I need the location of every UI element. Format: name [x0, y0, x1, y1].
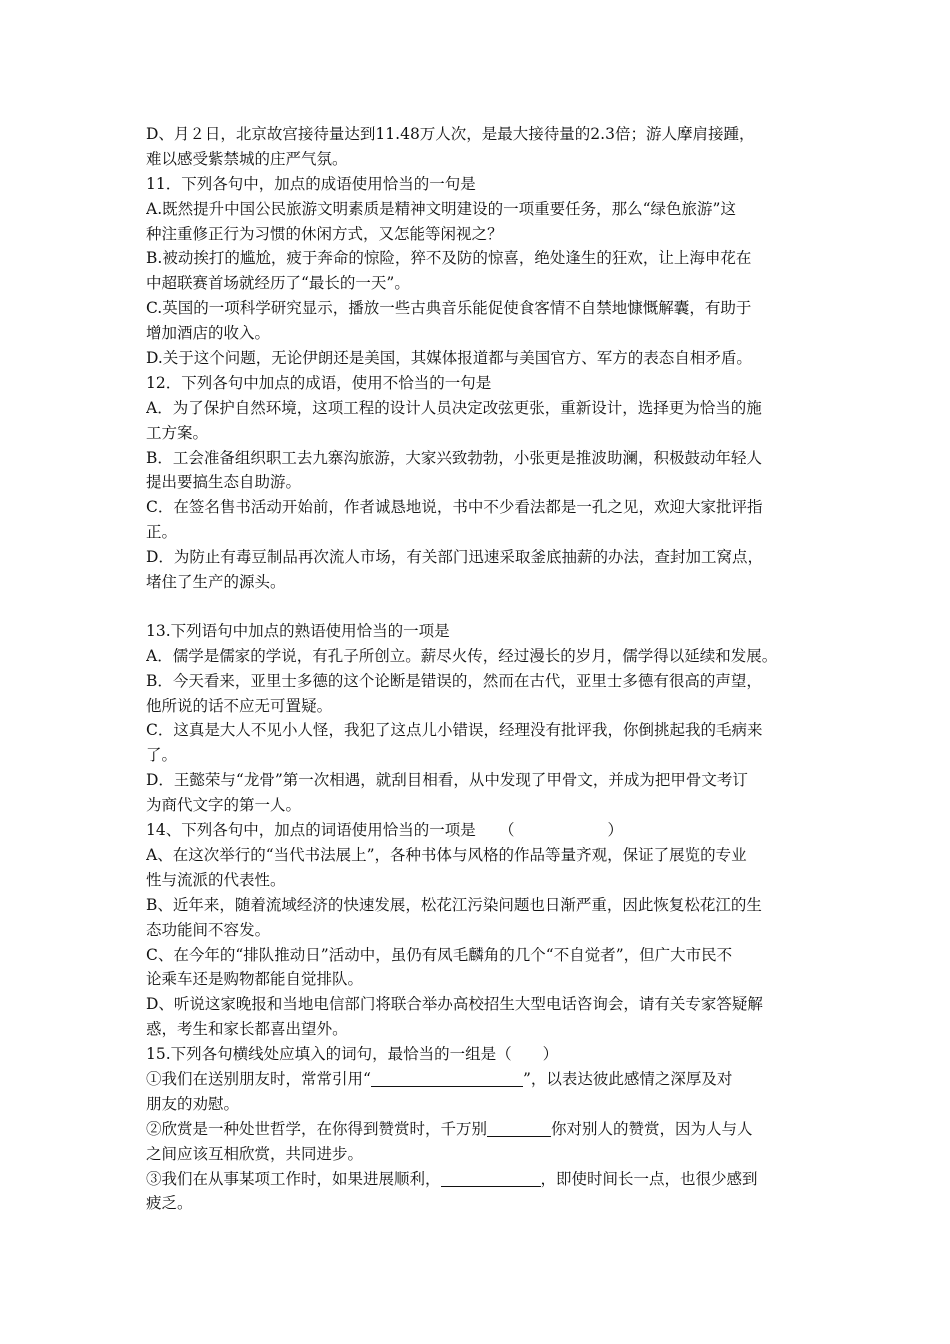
dotted-char: 肩 [692, 122, 708, 147]
dotted-char: 看 [438, 768, 454, 793]
dotted-char: 闲 [441, 222, 457, 247]
dotted-char: 囊 [674, 296, 690, 321]
q15-stem: 15.下列各句横线处应填入的词句，最恰当的一组是（ ） [146, 1045, 559, 1064]
dotted-char: 矛 [705, 346, 721, 371]
dotted-char: 见 [623, 495, 639, 520]
q13-option-b-line2: 他所说的话不应无可置疑。 [146, 694, 822, 719]
dotted-char: 接 [708, 122, 724, 147]
dotted-idiom [677, 125, 739, 143]
dotted-char: 疑 [301, 694, 317, 719]
dotted-char: 相 [422, 768, 438, 793]
dotted-char: 大 [220, 718, 236, 743]
dotted-char: 传 [467, 644, 483, 669]
dotted-char: 望 [301, 1017, 317, 1042]
dotted-char: 慨 [643, 296, 659, 321]
dotted-idiom [220, 721, 329, 739]
dotted-char: 更 [514, 396, 530, 421]
dotted-char: 摩 [677, 122, 693, 147]
q14-option-c-line2: 论乘车还是购物都能自觉排队。 [146, 970, 364, 989]
dotted-idiom [437, 946, 499, 964]
q12-option-c-line1: C．在签名售书活动开始前，作者诚恳地说，书中不少看法都是一孔之见，欢迎大家批评指 [146, 495, 822, 520]
q13-option-d-line1: D．王懿荣与“龙骨”第一次相遇，就刮目相看，从中发现了甲骨文，并成为把甲骨文考订 [146, 768, 822, 793]
q13-option-c-line2: 了。 [146, 746, 178, 765]
dotted-char: 澜 [622, 446, 638, 471]
q11-option-c-line1: C.英国的一项科学研究显示，播放一些古典音乐能促使食客情不自禁地慷慨解囊，有助于 [146, 296, 822, 321]
q12-option-a-line2: 工方案。 [146, 423, 209, 442]
dotted-idiom [270, 1020, 332, 1038]
section-gap [146, 595, 822, 619]
dotted-char: 不 [251, 718, 267, 743]
dotted-idiom [391, 771, 453, 789]
dotted-char: 盾 [721, 346, 737, 371]
dotted-char: 发 [239, 918, 255, 943]
q15-sentence-3-line1: ③我们在从事某项工作时，如果进展顺利， ，即使时间长一点，也很少感到 [146, 1169, 758, 1188]
dotted-char: 可 [270, 694, 286, 719]
dotted-char: 张 [529, 396, 545, 421]
dotted-char: 麟 [468, 943, 484, 968]
dotted-char: 孔 [592, 495, 608, 520]
dotted-char: 人 [297, 718, 313, 743]
q11-stem: 11．下列各句中，加点的成语使用恰当的一句是 [146, 174, 476, 193]
dotted-char: 踵 [724, 122, 740, 147]
dotted-char: 外 [317, 1017, 333, 1042]
q11-option-b-line1: B.被动挨打的尴尬，疲于奔命的惊险，猝不及防的惊喜，绝处逢生的狂欢，让上海申花在 [146, 246, 822, 271]
dotted-char: 角 [484, 943, 500, 968]
q15-sentence-2-line2: 之间应该互相欣赏，共同进步。 [146, 1144, 364, 1163]
dotted-char: 抽 [561, 545, 577, 570]
q13-option-a-line1: A．儒学是儒家的学说，有孔子所创立。薪尽火传，经过漫长的岁月，儒学得以延续和发展。 [146, 644, 822, 669]
dotted-char: 底 [546, 545, 562, 570]
dotted-idiom [674, 349, 736, 367]
q12-option-c-line2: 正。 [146, 523, 178, 542]
dotted-idiom [530, 548, 592, 566]
dotted-char: 尽 [436, 644, 452, 669]
dotted-char: 相 [690, 346, 706, 371]
dotted-char: 猝 [410, 246, 426, 271]
q12-option-b-line2: 提出要搞生态自助游。 [146, 473, 302, 492]
dotted-idiom [483, 399, 545, 417]
q14-option-d-line2: 惑，考生和家长都喜出望外。 [146, 1017, 822, 1042]
dotted-char: 观 [592, 843, 608, 868]
q13-option-b-line1: B．今天看来，亚里士多德的这个论断是错误的，然而在古代，亚里士多德有很高的声望， [146, 671, 762, 690]
dotted-char: 及 [441, 246, 457, 271]
dotted-char: 薪 [421, 644, 437, 669]
q14-option-a-line1: A、在这次举行的“当代书法展上”，各种书体与风格的作品等量齐观，保证了展览的专业 [146, 843, 822, 868]
q11-option-c-line2: 增加酒店的收入。 [146, 324, 271, 343]
dotted-char: 推 [576, 446, 592, 471]
dotted-char: 不 [426, 246, 442, 271]
q14-option-a-line2: 性与流派的代表性。 [146, 870, 286, 889]
dotted-char: 刮 [391, 768, 407, 793]
q12-option-b-line1: B．工会准备组织职工去九寨沟旅游，大家兴致勃勃，小张更是推波助澜，积极鼓动年轻人 [146, 446, 822, 471]
dotted-idiom [576, 449, 638, 467]
dotted-idiom [425, 225, 487, 243]
dotted-char: 容 [224, 918, 240, 943]
dotted-char: 无 [255, 694, 271, 719]
q11-option-d-line1: D.关于这个问题，无论伊朗还是美国，其媒体报道都与美国官方、军方的表态自相矛盾。 [146, 346, 822, 371]
q10-option-d-line2: 难以感受紫禁城的庄严气氛。 [146, 149, 348, 168]
dotted-char: 毛 [453, 943, 469, 968]
dotted-char: 出 [286, 1017, 302, 1042]
dotted-char: 助 [607, 446, 623, 471]
dotted-char: 火 [452, 644, 468, 669]
q14-option-c-line1: C、在今年的“排队推动日”活动中，虽仍有凤毛麟角的几个“不自觉者”，但广大市民不 [146, 943, 822, 968]
dotted-char: 怪 [313, 718, 329, 743]
q15-sentence-2-line1: ②欣赏是一种处世哲学，在你得到赞赏时，千万别 你对别人的赞赏，因为人与人 [146, 1119, 753, 1138]
dotted-char: 齐 [576, 843, 592, 868]
q11-option-b-line2: 中超联赛首场就经历了“最长的一天”。 [146, 274, 410, 293]
dotted-char: 弦 [498, 396, 514, 421]
dotted-idiom [545, 846, 607, 864]
document-content [146, 122, 822, 1216]
dotted-char: 间 [193, 918, 209, 943]
q14-option-d-line1: D、听说这家晚报和当地电信部门将联合举办高校招生大型电话咨询会，请有关专家答疑解 [146, 995, 763, 1014]
dotted-char: 目 [407, 768, 423, 793]
dotted-idiom [410, 249, 472, 267]
dotted-char: 釜 [530, 545, 546, 570]
dotted-char: 波 [591, 446, 607, 471]
dotted-idiom [627, 299, 689, 317]
fill-blank [441, 1170, 541, 1187]
dotted-char: 自 [674, 346, 690, 371]
fill-blank [487, 1120, 551, 1137]
q13-option-c-line1: C．这真是大人不见小人怪，我犯了这点儿小错误，经理没有批评我，你倒挑起我的毛病来 [146, 718, 822, 743]
q11-option-a-line1: A.既然提升中国公民旅游文明素质是精神文明建设的一项重要任务，那么“绿色旅游”这 [146, 199, 736, 218]
fill-blank [371, 1070, 523, 1087]
q14-option-b-line2: 态功能间不容发。 [146, 918, 822, 943]
q15-sentence-3-line2: 疲乏。 [146, 1194, 193, 1213]
dotted-idiom [255, 697, 317, 715]
dotted-char: 防 [457, 246, 473, 271]
q15-sentence-1-line2: 朋友的劝慰。 [146, 1094, 240, 1113]
q12-option-d-line2: 堵住了生产的源头。 [146, 573, 286, 592]
dotted-char: 慷 [627, 296, 643, 321]
q12-stem: 12．下列各句中加点的成语，使用不恰当的一句是 [146, 373, 492, 392]
dotted-char: 之 [607, 495, 623, 520]
q13-stem: 13.下列语句中加点的熟语使用恰当的一项是 [146, 621, 450, 640]
q13-option-d-line2: 为商代文字的第一人。 [146, 796, 302, 815]
dotted-char: 之 [472, 222, 488, 247]
dotted-char: 不 [208, 918, 224, 943]
dotted-char: 视 [456, 222, 472, 247]
dotted-char: 凤 [437, 943, 453, 968]
dotted-char: 量 [561, 843, 577, 868]
dotted-char: 等 [425, 222, 441, 247]
q12-option-d-line1: D．为防止有毒豆制品再次流人市场，有关部门迅速采取釜底抽薪的办法，查封加工窝点， [146, 545, 822, 570]
dotted-char: 见 [266, 718, 282, 743]
dotted-char: 解 [658, 296, 674, 321]
dotted-char: 改 [483, 396, 499, 421]
dotted-idiom [193, 921, 255, 939]
dotted-char: 置 [286, 694, 302, 719]
q12-option-a-line1: A．为了保护自然环境，这项工程的设计人员决定改弦更张，重新设计，选择更为恰当的施 [146, 396, 822, 421]
q15-sentence-1-line1: ①我们在送别朋友时，常常引用“ ”，以表达彼此感情之深厚及对 [146, 1069, 733, 1088]
dotted-idiom [421, 647, 483, 665]
q14-option-b-line1: B、近年来，随着流域经济的快速发展，松花江污染问题也日渐严重，因此恢复松花江的生 [146, 895, 762, 914]
q11-option-a-line2: 种注重修正行为习惯的休闲方式，又怎能等闲视之？ [146, 222, 822, 247]
q10-option-d-line1: D、月２日，北京故宫接待量达到11.48万人次，是最大接待量的2.3倍；游人摩肩接踵， [146, 122, 822, 147]
dotted-char: 小 [282, 718, 298, 743]
dotted-char: 人 [235, 718, 251, 743]
dotted-idiom [576, 498, 638, 516]
dotted-char: 喜 [270, 1017, 286, 1042]
dotted-char: 薪 [577, 545, 593, 570]
dotted-char: 等 [545, 843, 561, 868]
dotted-char: 一 [576, 495, 592, 520]
q14-stem: 14、下列各句中，加点的词语使用恰当的一项是 （ ） [146, 821, 623, 840]
